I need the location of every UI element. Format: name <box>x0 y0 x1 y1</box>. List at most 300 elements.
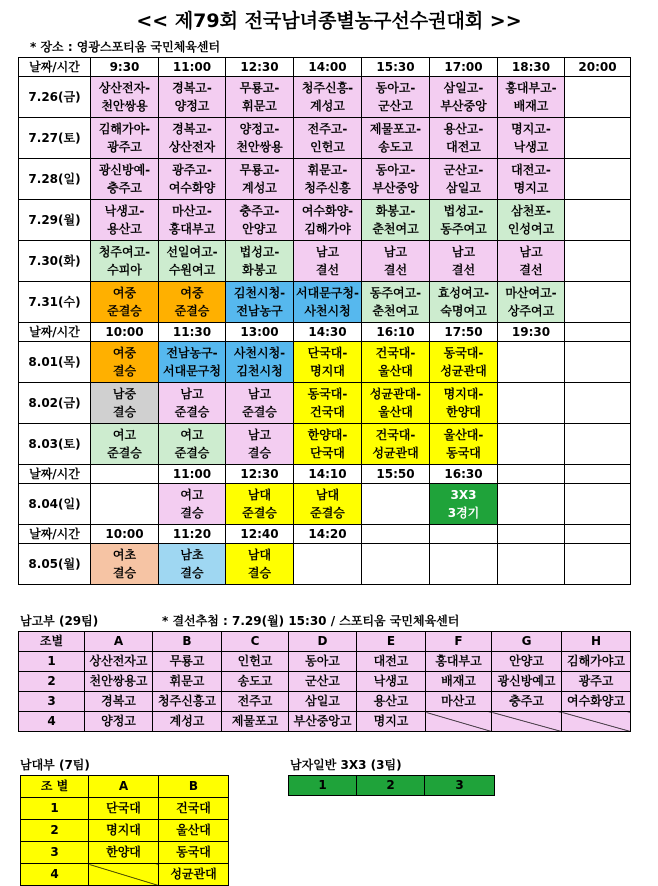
game-date: 7.26(금) <box>19 77 91 118</box>
team-name: 안양고 <box>492 652 562 672</box>
game-line-1: 여중 <box>112 286 137 300</box>
group-header: F <box>426 632 492 652</box>
team-name: 용산고 <box>357 692 426 712</box>
time-slot-header <box>498 525 565 544</box>
game-line-1: 여고 <box>180 428 204 442</box>
game-cell <box>91 424 159 465</box>
schedule-header-row <box>19 525 631 544</box>
team-name: 한양대 <box>89 842 159 864</box>
game-line-1: 동국대- <box>307 387 348 401</box>
game-cell <box>226 342 294 383</box>
game-cell <box>159 241 226 282</box>
game-date: 8.05(월) <box>19 544 91 585</box>
game-line-2: 울산대 <box>378 405 413 419</box>
boys-hs-label: 남고부 (29팀) <box>20 614 99 628</box>
group-header: C <box>222 632 289 652</box>
game-line-2: 준결승 <box>242 506 277 520</box>
group-header: D <box>289 632 357 652</box>
page-title: << 제79회 전국남녀종별농구선수권대회 >> <box>136 10 522 32</box>
team-name: 제물포고 <box>222 712 289 732</box>
game-line-1: 법성고- <box>443 204 484 218</box>
game-line-2: 충주고 <box>107 181 142 195</box>
game-line-1: 건국대- <box>375 428 416 442</box>
time-slot-header: 11:00 <box>159 58 226 77</box>
game-line-2: 결선 <box>315 263 340 277</box>
team-name: 홍대부고 <box>426 652 492 672</box>
time-slot-header: 16:30 <box>430 465 498 484</box>
schedule-row <box>19 241 631 282</box>
team-name: 부산중앙고 <box>289 712 357 732</box>
schedule-row <box>19 383 631 424</box>
schedule-row <box>19 77 631 118</box>
game-cell <box>226 118 294 159</box>
game-line-1: 남초 <box>180 548 204 562</box>
game-line-1: 청주신흥- <box>301 81 354 95</box>
x3-label: 남자일반 3X3 (3팀) <box>290 758 402 772</box>
time-slot-header: 11:00 <box>159 465 226 484</box>
empty-slot <box>492 712 562 732</box>
game-cell <box>498 383 565 424</box>
game-line-2: 김천시청 <box>236 364 283 378</box>
game-line-1: 무룡고- <box>239 81 280 95</box>
team-name: 송도고 <box>222 672 289 692</box>
game-cell <box>565 77 631 118</box>
game-line-1: 삼일고- <box>443 81 484 95</box>
game-line-2: 준결승 <box>242 405 277 419</box>
time-slot-header: 18:30 <box>498 58 565 77</box>
date-time-header: 날짜/시간 <box>19 465 91 484</box>
univ-row <box>21 820 229 842</box>
univ-row <box>21 842 229 864</box>
game-line-2: 부산중앙 <box>372 181 419 195</box>
team-name: 여수화양고 <box>562 692 631 712</box>
time-slot-header: 15:50 <box>362 465 430 484</box>
team-name: 삼일고 <box>289 692 357 712</box>
game-line-2: 화봉고 <box>242 263 277 277</box>
game-cell <box>226 241 294 282</box>
game-cell <box>159 282 226 323</box>
team-name: 휘문고 <box>153 672 222 692</box>
game-line-2: 청주신흥 <box>304 181 351 195</box>
game-line-2: 안양고 <box>242 222 277 236</box>
game-date: 7.31(수) <box>19 282 91 323</box>
schedule-header-row <box>19 465 631 484</box>
game-line-1: 동주여고- <box>369 286 422 300</box>
group-row <box>19 692 631 712</box>
game-date: 8.03(토) <box>19 424 91 465</box>
game-line-2: 배재고 <box>513 99 549 113</box>
game-cell <box>91 241 159 282</box>
game-line-1: 여수화양- <box>301 204 354 218</box>
time-slot-header: 10:00 <box>91 323 159 342</box>
date-time-header: 날짜/시간 <box>19 58 91 77</box>
game-line-1: 동아고- <box>375 163 416 177</box>
team-name: 성균관대 <box>159 864 229 886</box>
game-line-1: 상산전자- <box>98 81 151 95</box>
draw-note: * 결선추첨 : 7.29(월) 15:30 / 스포티움 국민체육센터 <box>162 614 460 628</box>
time-slot-header: 20:00 <box>565 58 631 77</box>
game-line-2: 광주고 <box>107 140 142 154</box>
game-line-1: 남고 <box>315 245 340 259</box>
game-cell <box>565 484 631 525</box>
empty-slot <box>426 712 492 732</box>
game-cell <box>498 424 565 465</box>
team-name: 동아고 <box>289 652 357 672</box>
game-line-2: 숙명여고 <box>440 304 487 318</box>
schedule-row <box>19 484 631 525</box>
game-line-2: 명지대 <box>310 364 345 378</box>
game-cell <box>294 77 362 118</box>
univ-row <box>21 798 229 820</box>
game-cell <box>430 241 498 282</box>
univ-row <box>21 864 229 886</box>
game-cell <box>362 342 430 383</box>
group-number: 2 <box>19 672 85 692</box>
group-number: 3 <box>19 692 85 712</box>
game-line-1: 김해가야- <box>98 122 151 136</box>
game-date: 7.30(화) <box>19 241 91 282</box>
game-line-1: 남대 <box>315 488 340 502</box>
game-cell <box>498 282 565 323</box>
team-name: 양정고 <box>85 712 153 732</box>
game-line-2: 동국대 <box>446 446 481 460</box>
game-cell <box>226 77 294 118</box>
game-line-1: 낙생고- <box>104 204 145 218</box>
game-cell <box>294 544 362 585</box>
game-line-1: 전주고- <box>307 122 348 136</box>
game-cell <box>362 77 430 118</box>
game-line-1: 광주고- <box>172 163 212 177</box>
game-cell <box>498 159 565 200</box>
team-name: 광주고 <box>562 672 631 692</box>
game-line-2: 여수화양 <box>168 181 216 195</box>
game-line-2: 결승 <box>247 566 272 580</box>
game-line-1: 마산고- <box>172 204 212 218</box>
game-cell <box>498 342 565 383</box>
game-cell <box>565 159 631 200</box>
game-line-1: 충주고- <box>239 204 280 218</box>
time-slot-header: 12:30 <box>226 465 294 484</box>
game-cell <box>294 383 362 424</box>
game-cell <box>498 484 565 525</box>
team-name: 청주신흥고 <box>153 692 222 712</box>
game-line-1: 남대 <box>247 488 272 502</box>
game-cell <box>226 424 294 465</box>
team-name: 군산고 <box>289 672 357 692</box>
group-header: 조별 <box>19 632 85 652</box>
game-line-2: 수피아 <box>107 263 142 277</box>
game-cell <box>430 342 498 383</box>
team-name: 대전고 <box>357 652 426 672</box>
game-line-2: 결선 <box>451 263 476 277</box>
game-line-1: 동아고- <box>375 81 416 95</box>
schedule-row <box>19 200 631 241</box>
time-slot-header <box>565 323 631 342</box>
game-line-2: 낙생고 <box>513 140 549 154</box>
game-cell <box>362 282 430 323</box>
game-line-1: 사천시청- <box>233 346 286 360</box>
game-cell <box>91 544 159 585</box>
univ-header: 조 별 <box>21 776 89 798</box>
group-number: 2 <box>21 820 89 842</box>
game-cell <box>294 424 362 465</box>
game-line-1: 경복고- <box>172 81 212 95</box>
game-cell <box>430 383 498 424</box>
game-cell <box>565 282 631 323</box>
game-line-1: 용산고- <box>443 122 484 136</box>
team-name: 울산대 <box>159 820 229 842</box>
x3-team-table <box>288 775 495 796</box>
game-line-2: 결승 <box>112 364 137 378</box>
empty-slot <box>89 864 159 886</box>
game-line-2: 전남농구 <box>236 304 283 318</box>
game-cell <box>91 383 159 424</box>
game-line-2: 휘문고 <box>242 99 277 113</box>
game-line-2: 동주여고 <box>440 222 487 236</box>
team-name: 경복고 <box>85 692 153 712</box>
game-cell <box>565 118 631 159</box>
univ-label: 남대부 (7팀) <box>20 758 90 772</box>
game-line-1: 3X3 <box>450 488 477 502</box>
schedule-row <box>19 282 631 323</box>
game-line-2: 군산고 <box>378 99 413 113</box>
game-line-2: 준결승 <box>107 304 142 318</box>
game-line-2: 단국대 <box>310 446 345 460</box>
x3-slot: 1 <box>289 776 357 796</box>
group-header: B <box>153 632 222 652</box>
game-line-1: 남고 <box>519 245 543 259</box>
game-line-2: 서대문구청 <box>163 364 221 378</box>
game-line-1: 화봉고- <box>375 204 416 218</box>
game-cell <box>362 159 430 200</box>
game-cell <box>159 484 226 525</box>
game-cell <box>430 544 498 585</box>
group-header: G <box>492 632 562 652</box>
game-cell <box>294 118 362 159</box>
group-row <box>19 652 631 672</box>
schedule-row <box>19 424 631 465</box>
game-line-2: 결승 <box>180 506 204 520</box>
game-line-2: 용산고 <box>107 222 142 236</box>
team-name: 명지대 <box>89 820 159 842</box>
game-line-1: 양정고- <box>239 122 280 136</box>
game-cell <box>159 77 226 118</box>
game-line-2: 한양대 <box>446 405 481 419</box>
game-line-1: 법성고- <box>239 245 280 259</box>
game-line-2: 준결승 <box>107 446 142 460</box>
game-line-2: 수원여고 <box>168 263 216 277</box>
game-cell <box>430 424 498 465</box>
time-slot-header: 16:10 <box>362 323 430 342</box>
game-line-2: 결승 <box>112 405 137 419</box>
game-cell <box>91 342 159 383</box>
game-line-2: 천안쌍용 <box>236 140 283 154</box>
game-line-1: 광신방예- <box>98 163 151 177</box>
game-line-1: 남고 <box>247 387 272 401</box>
time-slot-header: 11:20 <box>159 525 226 544</box>
game-line-1: 건국대- <box>375 346 416 360</box>
boys-hs-group-table <box>18 631 631 732</box>
game-line-1: 남고 <box>383 245 408 259</box>
game-cell <box>498 241 565 282</box>
game-line-2: 결승 <box>247 446 272 460</box>
group-number: 4 <box>19 712 85 732</box>
game-line-2: 결승 <box>112 566 137 580</box>
game-line-1: 성균관대- <box>369 387 422 401</box>
game-cell <box>565 200 631 241</box>
game-cell <box>430 282 498 323</box>
game-line-1: 청주여고- <box>98 245 151 259</box>
game-line-2: 계성고 <box>310 99 345 113</box>
time-slot-header: 12:40 <box>226 525 294 544</box>
game-line-1: 홍대부고- <box>505 81 557 95</box>
game-cell <box>430 77 498 118</box>
game-date: 8.01(목) <box>19 342 91 383</box>
game-line-1: 군산고- <box>443 163 484 177</box>
game-cell <box>430 484 498 525</box>
game-cell <box>294 342 362 383</box>
game-date: 7.29(월) <box>19 200 91 241</box>
game-line-1: 휘문고- <box>307 163 348 177</box>
game-line-2: 3경기 <box>447 506 480 520</box>
game-cell <box>159 544 226 585</box>
game-line-2: 울산대 <box>378 364 413 378</box>
group-row <box>19 672 631 692</box>
game-cell <box>498 544 565 585</box>
game-line-1: 남고 <box>180 387 204 401</box>
schedule-header-row <box>19 323 631 342</box>
game-line-1: 경복고- <box>172 122 212 136</box>
game-cell <box>91 484 159 525</box>
time-slot-header: 17:50 <box>430 323 498 342</box>
game-line-1: 남대 <box>247 548 272 562</box>
game-cell <box>362 241 430 282</box>
time-slot-header: 14:10 <box>294 465 362 484</box>
team-name: 명지고 <box>357 712 426 732</box>
game-cell <box>159 159 226 200</box>
game-line-1: 마산여고- <box>505 286 557 300</box>
game-line-1: 제물포고- <box>369 122 422 136</box>
game-line-2: 사천시청 <box>304 304 351 318</box>
time-slot-header <box>430 525 498 544</box>
date-time-header: 날짜/시간 <box>19 323 91 342</box>
game-line-1: 전남농구- <box>166 346 218 360</box>
game-line-2: 송도고 <box>378 140 413 154</box>
team-name: 무룡고 <box>153 652 222 672</box>
game-line-1: 남중 <box>112 387 137 401</box>
game-cell <box>294 159 362 200</box>
time-slot-header: 11:30 <box>159 323 226 342</box>
team-name: 전주고 <box>222 692 289 712</box>
game-cell <box>430 118 498 159</box>
game-cell <box>565 383 631 424</box>
time-slot-header: 17:00 <box>430 58 498 77</box>
game-line-1: 단국대- <box>307 346 348 360</box>
univ-header-row <box>21 776 229 798</box>
game-cell <box>91 77 159 118</box>
group-number: 3 <box>21 842 89 864</box>
game-cell <box>226 200 294 241</box>
game-cell <box>159 424 226 465</box>
game-line-1: 여초 <box>112 548 137 562</box>
game-line-2: 건국대 <box>310 405 345 419</box>
time-slot-header: 14:00 <box>294 58 362 77</box>
game-line-1: 여고 <box>180 488 204 502</box>
game-line-2: 준결승 <box>174 304 210 318</box>
game-cell <box>226 282 294 323</box>
x3-row <box>289 776 495 796</box>
game-line-2: 홍대부고 <box>168 222 216 236</box>
game-line-2: 인헌고 <box>310 140 345 154</box>
time-slot-header: 13:00 <box>226 323 294 342</box>
game-line-2: 김해가야 <box>304 222 351 236</box>
game-line-1: 무룡고- <box>239 163 280 177</box>
game-cell <box>430 200 498 241</box>
game-line-1: 동국대- <box>443 346 484 360</box>
group-number: 1 <box>19 652 85 672</box>
schedule-row <box>19 118 631 159</box>
game-line-2: 상산전자 <box>168 140 216 154</box>
game-cell <box>159 118 226 159</box>
team-name: 상산전자고 <box>85 652 153 672</box>
team-name: 김해가야고 <box>562 652 631 672</box>
game-cell <box>294 241 362 282</box>
group-row <box>19 712 631 732</box>
univ-header: A <box>89 776 159 798</box>
game-date: 8.04(일) <box>19 484 91 525</box>
game-line-2: 결선 <box>519 263 543 277</box>
schedule-table <box>18 57 631 585</box>
game-cell <box>362 383 430 424</box>
game-cell <box>226 544 294 585</box>
game-line-1: 명지고- <box>511 122 551 136</box>
game-cell <box>91 282 159 323</box>
team-name: 충주고 <box>492 692 562 712</box>
time-slot-header <box>91 465 159 484</box>
game-cell <box>498 118 565 159</box>
game-line-2: 성균관대 <box>372 446 419 460</box>
game-line-2: 인성여고 <box>507 222 555 236</box>
time-slot-header: 19:30 <box>498 323 565 342</box>
game-line-1: 남고 <box>247 428 272 442</box>
game-line-2: 준결승 <box>174 405 210 419</box>
game-line-2: 준결승 <box>174 446 210 460</box>
game-cell <box>91 118 159 159</box>
group-header: E <box>357 632 426 652</box>
game-line-1: 삼천포- <box>511 204 551 218</box>
time-slot-header: 12:30 <box>226 58 294 77</box>
game-cell <box>159 383 226 424</box>
time-slot-header: 14:30 <box>294 323 362 342</box>
time-slot-header <box>362 525 430 544</box>
game-cell <box>565 424 631 465</box>
game-line-2: 결승 <box>180 566 204 580</box>
game-cell <box>362 484 430 525</box>
game-date: 7.28(일) <box>19 159 91 200</box>
game-line-1: 대전고- <box>511 163 551 177</box>
game-line-1: 한양대- <box>307 428 348 442</box>
time-slot-header <box>498 465 565 484</box>
game-line-2: 양정고 <box>174 99 210 113</box>
team-name: 건국대 <box>159 798 229 820</box>
game-cell <box>294 484 362 525</box>
univ-header: B <box>159 776 229 798</box>
team-name: 광신방예고 <box>492 672 562 692</box>
univ-group-table <box>20 775 229 886</box>
schedule-row <box>19 159 631 200</box>
team-name: 단국대 <box>89 798 159 820</box>
game-cell <box>91 159 159 200</box>
